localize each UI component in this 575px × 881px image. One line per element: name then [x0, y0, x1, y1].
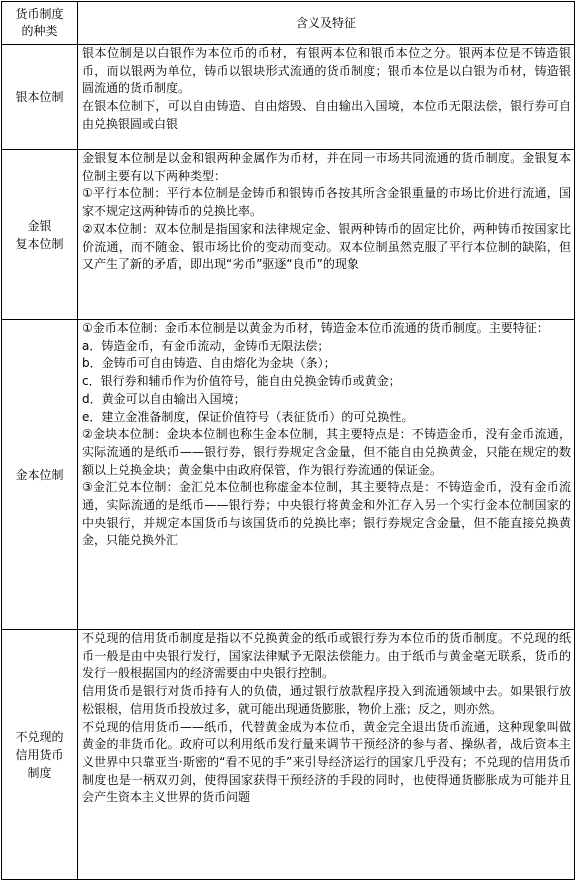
type-cell [2, 150, 78, 320]
header-type-cell [2, 2, 78, 45]
type-label: 制度 [27, 765, 52, 780]
type-cell [2, 45, 78, 150]
paragraph: ②双本位制：双本位制是指国家和法律规定金、银两种铸币的固定比价，两种铸币按国家比价流通，而不随金、银市场比价的变动而变动。双本位制虽然克服了平行本位制的缺陷，但又产生了新的矛盾，即出现“劣币”驱逐“良币”的现象 [82, 221, 571, 272]
type-cell [2, 320, 78, 630]
header-content-cell: 含义及特征 [78, 2, 575, 45]
type-cell [2, 630, 78, 880]
paragraph: ③金汇兑本位制：金汇兑本位制也称虚金本位制，其主要特点是：不铸造金币，没有金币流通，实际流通的是纸币——银行券；中央银行将黄金和外汇存入另一个实行金本位制国家的中央银行，并规定本国货币与该国货币的兑换比率；银行券规定含金量，但不能直接兑换黄金，只能兑换外汇 [82, 480, 571, 548]
paragraph: 金银复本位制是以金和银两种金属作为币材，并在同一市场共同流通的货币制度。金银复本位制主要有以下两种类型： [82, 151, 571, 183]
list-item: b．金铸币可自由铸造、自由熔化为金块（条）； [82, 356, 336, 371]
type-label: 信用货币 [15, 747, 64, 762]
table-row-silver-standard [2, 45, 575, 150]
paragraph: ①平行本位制：平行本位制是金铸币和银铸币各按其所含金银重量的市场比价进行流通，国家不规定这两种铸币的兑换比率。 [82, 186, 571, 219]
paragraph: 不兑现的信用货币制度是指以不兑换黄金的纸币或银行券为本位币的货币制度。不兑现的纸币一般是由中央银行发行，国家法律赋予无限法偿能力。由于纸币与黄金毫无联系，货币的发行一般根据国内的经济需要由中央银行控制。 [82, 631, 571, 681]
list-item: e．建立金准备制度，保证价值符号（表征货币）的可兑换性。 [82, 409, 414, 424]
table-row-fiat-standard [2, 630, 575, 880]
type-label: 复本位制 [15, 236, 64, 251]
content-cell [78, 150, 575, 320]
header-type-line: 的种类 [21, 24, 58, 38]
type-label: 银本位制 [15, 90, 64, 104]
list-item: a．铸造金币，有金币流动，金铸币无限法偿； [82, 338, 330, 353]
paragraph: 银本位制是以白银作为本位币的币材，有银两本位和银币本位之分。银两本位是不铸造银币，而以银两为单位，铸币以银块形式流通的货币制度；银币本位是以白银为币材，铸造银圆流通的货币制度。 [82, 46, 571, 96]
content-cell [78, 45, 575, 150]
table-row-bimetallic-standard [2, 150, 575, 320]
header-type-line: 货币制度 [15, 7, 64, 21]
header-row [2, 2, 575, 45]
content-cell [78, 630, 575, 880]
paragraph: 不兑现的信用货币——纸币，代替黄金成为本位币，黄金完全退出货币流通，这种现象叫做黄金的非货币化。政府可以利用纸币发行量来调节干预经济的参与者、操纵者，战后资本主义世界中只靠亚当·斯密的“看不见的手”来引导经济运行的国家几乎没有；不兑现的信用货币制度也是一柄双刃剑，使得国家获得干预经济的手段的同时，也使得通货膨胀成为可能并且会产生资本主义世界的货币问题 [82, 719, 571, 805]
paragraph: 信用货币是银行对货币持有人的负债，通过银行放款程序投入到流通领域中去。如果银行放松银根，信用货币投放过多，就可能出现通货膨胀，物价上涨；反之，则亦然。 [82, 684, 571, 716]
currency-system-table [1, 1, 575, 880]
paragraph: 在银本位制下，可以自由铸造、自由熔毁、自由输出入国境，本位币无限法偿，银行券可自由兑换银圆或白银 [82, 99, 571, 131]
type-label: 不兑现的 [15, 729, 64, 744]
table-row-gold-standard [2, 320, 575, 630]
paragraph: ①金币本位制：金币本位制是以黄金为币材，铸造金本位币流通的货币制度。主要特征： [82, 321, 549, 335]
list-item: c．银行券和辅币作为价值符号，能自由兑换金铸币或黄金； [82, 374, 401, 389]
paragraph: ②金块本位制：金块本位制也称生金本位制，其主要特点是：不铸造金币，没有金币流通，实际流通的是纸币——银行券，银行券规定含金量，但不能自由兑换黄金，只能在规定的数额以上兑换金块；黄金集中由政府保管，作为银行券流通的保证金。 [82, 427, 571, 477]
content-cell [78, 320, 575, 630]
list-item: d．黄金可以自由输出入国境； [82, 391, 246, 406]
type-label: 金银 [27, 218, 52, 233]
type-label: 金本位制 [15, 467, 64, 482]
